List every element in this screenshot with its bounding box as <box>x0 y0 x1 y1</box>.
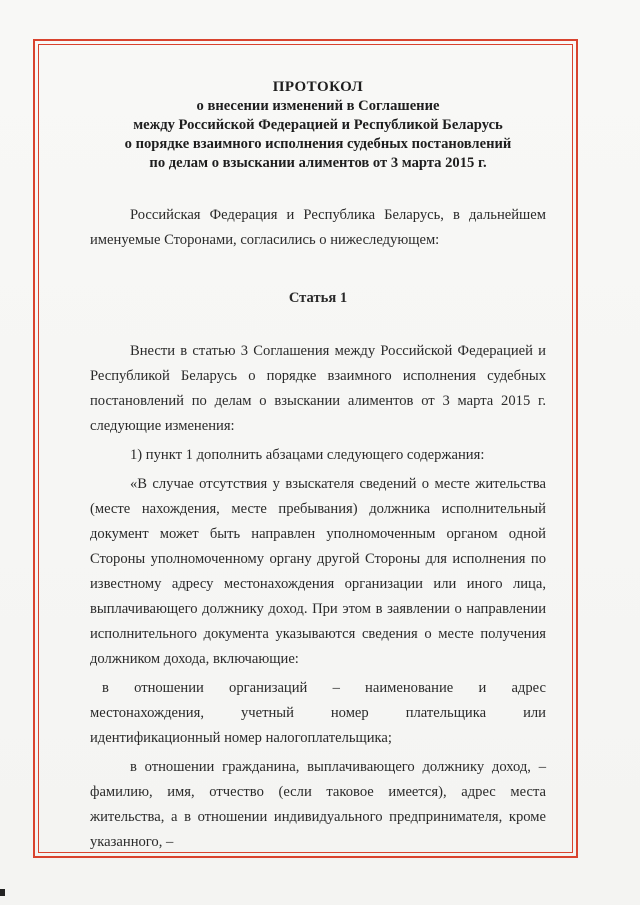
article-heading: Статья 1 <box>288 290 348 306</box>
organizations-paragraph <box>90 676 546 751</box>
subtitle-line-2: между Российской Федерацией и Республикой Беларусь <box>133 117 503 133</box>
document-header <box>90 78 546 173</box>
organizations-first-line <box>90 676 546 701</box>
document-title: ПРОТОКОЛ <box>272 79 364 95</box>
document-body <box>90 78 546 855</box>
org-word-7: адрес <box>511 680 546 696</box>
point-1-paragraph: 1) пункт 1 дополнить абзацами следующего содержания: <box>130 447 485 463</box>
quote-paragraph: «В случае отсутствия у взыскателя сведений о месте жительства (месте нахождения, месте пребывания) должника исполнительный документ может быть направлен уполномоченным органом одной Стороны уполномоченному органу другой Стороны для исполнения по известному адресу местонахождения организации или иного лица, выплачивающего должнику доход. При этом в заявлении о направлении исполнительного документа указываются сведения о месте получения должником дохода, включающие: <box>90 476 546 667</box>
subtitle-line-3: о порядке взаимного исполнения судебных постановлений <box>124 136 512 152</box>
subtitle-line-4: по делам о взыскании алиментов от 3 марта 2015 г. <box>149 155 487 171</box>
article-intro-paragraph: Внести в статью 3 Соглашения между Российской Федерацией и Республикой Беларусь о порядке взаимного исполнения судебных постановлений по делам о взыскании алиментов от 3 марта 2015 г. следующие изменения: <box>90 343 546 434</box>
org-word-3: организаций <box>229 680 308 696</box>
scan-mark <box>0 889 5 896</box>
citizens-paragraph: в отношении гражданина, выплачивающего должнику доход, – фамилию, имя, отчество (если таковое имеется), адрес места жительства, а в отношении индивидуального предпринимателя, кроме указанного, – <box>90 759 546 850</box>
org-word-2: отношении <box>134 680 204 696</box>
subtitle-line-1: о внесении изменений в Соглашение <box>196 98 440 114</box>
preamble-paragraph: Российская Федерация и Республика Беларусь, в дальнейшем именуемые Сторонами, согласились о нижеследующем: <box>90 207 546 248</box>
organizations-rest: местонахождения, учетный номер плательщика или идентификационный номер налогоплательщика; <box>90 705 546 746</box>
org-word-1: в <box>102 680 109 696</box>
org-word-6: и <box>478 680 487 696</box>
org-word-4: – <box>332 680 340 696</box>
org-word-5: наименование <box>365 680 454 696</box>
